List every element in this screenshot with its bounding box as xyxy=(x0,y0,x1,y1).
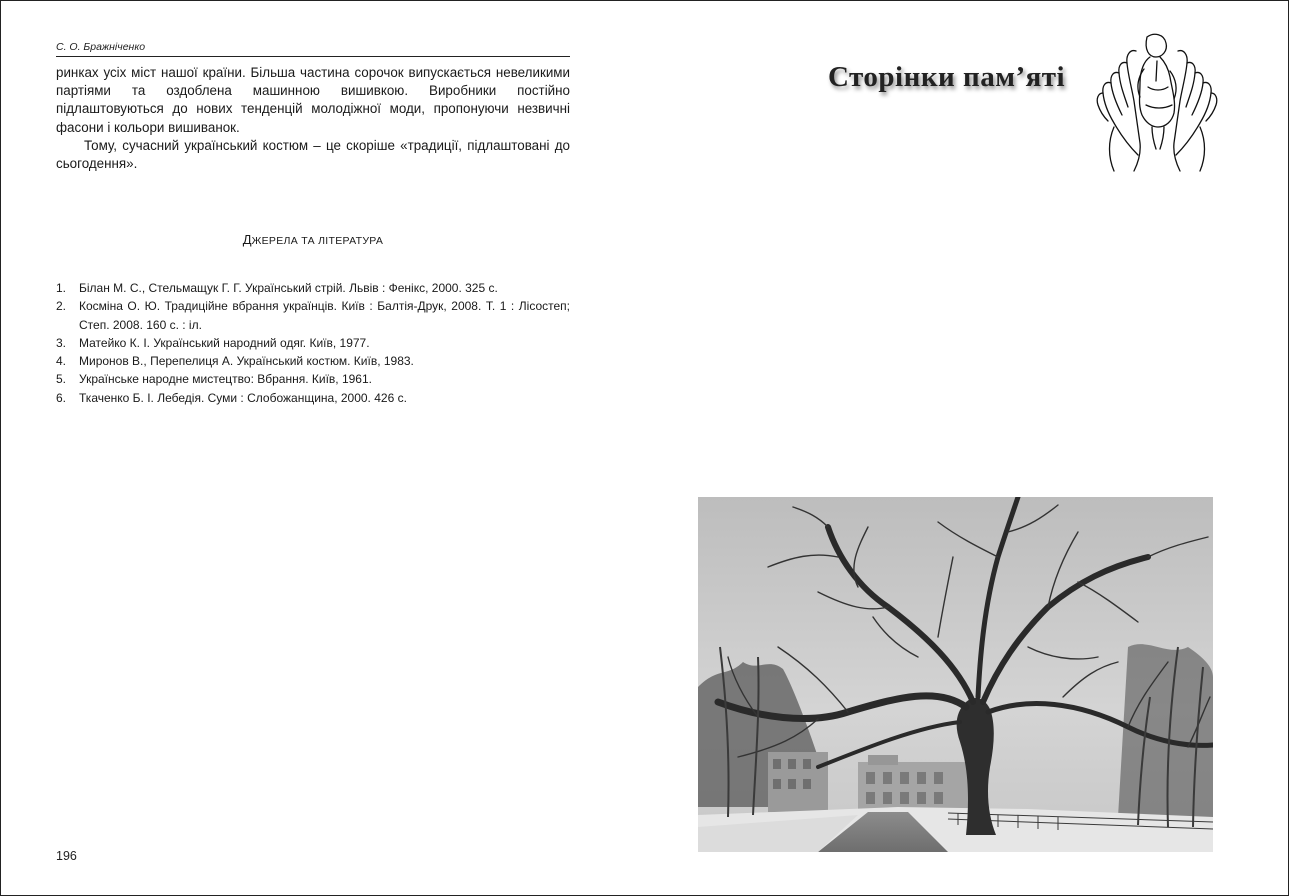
references-list xyxy=(56,279,570,407)
hands-holding-figure-icon xyxy=(1094,31,1219,173)
reference-item xyxy=(56,297,570,334)
tree-park-photo xyxy=(698,497,1213,852)
reference-number: 1. xyxy=(56,281,67,295)
body-paragraph-1: ринках усіх міст нашої країни. Більша частина сорочок випускається невеликими партіями та оздоблена машинною вишивкою. Виробники постійно підлаштовуються до нових тенденцій молодіжної моди, пропонуючи незвичні фасони і кольори вишиванок. xyxy=(56,65,570,135)
sources-heading-initial: Д xyxy=(242,232,252,247)
reference-text: Миронов В., Перепелиця А. Український костюм. Київ, 1983. xyxy=(79,354,414,369)
reference-number: 6. xyxy=(56,390,67,405)
reference-number: 3. xyxy=(56,335,67,350)
sources-heading xyxy=(56,232,570,247)
body-paragraph-2: Тому, сучасний український костюм – це скоріше «традиції, підлаштовані до сьогодення». xyxy=(56,137,570,172)
sources-heading-rest: ЖЕРЕЛА ТА ЛІТЕРАТУРА xyxy=(251,235,384,247)
reference-item xyxy=(56,352,570,370)
reference-item xyxy=(56,279,570,297)
reference-item xyxy=(56,389,570,407)
reference-text: Косміна О. Ю. Традиційне вбрання українців. Київ : Балтія-Друк, 2008. Т. 1 : Лісостеп; Степ. 2008. 160 с. : іл. xyxy=(79,299,570,332)
reference-item xyxy=(56,370,570,388)
section-title: Сторінки пам’яті xyxy=(828,61,1066,93)
header-rule xyxy=(56,56,570,57)
reference-text: Ткаченко Б. І. Лебедія. Суми : Слобожанщина, 2000. 426 с. xyxy=(79,390,407,405)
reference-item xyxy=(56,334,570,352)
reference-text: Матейко К. І. Український народний одяг. Київ, 1977. xyxy=(79,335,370,350)
running-head-author: С. О. Бражніченко xyxy=(56,41,146,53)
reference-text: Білан М. С., Стельмащук Г. Г. Український стрій. Львів : Фенікс, 2000. 325 с. xyxy=(79,281,498,295)
reference-number: 2. xyxy=(56,299,67,314)
reference-number: 5. xyxy=(56,372,67,387)
page-number: 196 xyxy=(56,849,77,863)
reference-text: Українське народне мистецтво: Вбрання. Київ, 1961. xyxy=(79,372,372,387)
reference-number: 4. xyxy=(56,354,67,369)
body-text xyxy=(56,64,570,173)
